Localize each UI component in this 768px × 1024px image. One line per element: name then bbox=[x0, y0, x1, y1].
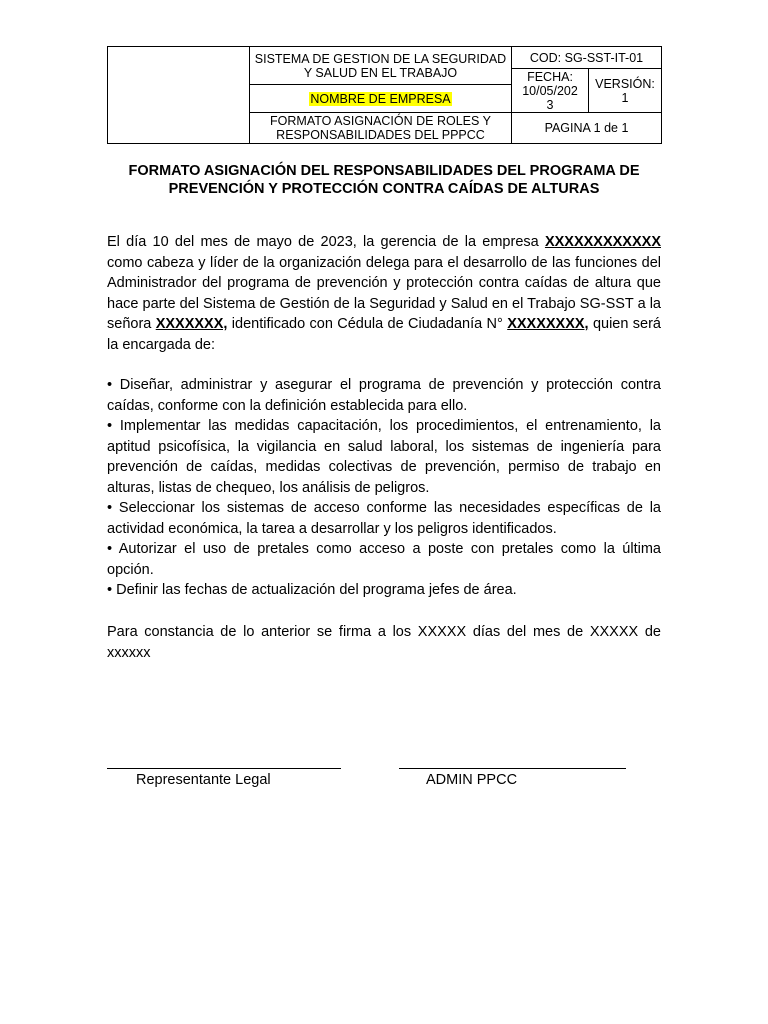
intro-text-1: El día 10 del mes de mayo de 2023, la gerencia de la empresa bbox=[107, 234, 545, 250]
version-value: 1 bbox=[621, 90, 629, 105]
list-item: • Definir las fechas de actualización del programa jefes de área. bbox=[107, 582, 517, 598]
logo-cell bbox=[108, 47, 250, 144]
page-number: PAGINA 1 de 1 bbox=[512, 113, 662, 144]
format-name: FORMATO ASIGNACIÓN DE ROLES Y RESPONSABILIDADES DEL PPPCC bbox=[250, 113, 512, 144]
version-label: VERSIÓN: bbox=[595, 76, 655, 91]
id-placeholder: XXXXXXXX, bbox=[507, 316, 589, 332]
list-item: • Diseñar, administrar y asegurar el programa de prevención y protección contra caídas, conforme con la definición establecida para ello. bbox=[107, 377, 661, 414]
version-cell bbox=[589, 69, 662, 113]
date-cell bbox=[512, 69, 589, 113]
name-placeholder: XXXXXXX, bbox=[155, 316, 228, 332]
intro-paragraph bbox=[107, 232, 661, 355]
date-value: 10/05/2023 bbox=[522, 83, 578, 112]
intro-text-2: como cabeza y líder de la organización delega para el desarrollo de las funciones del Administrador del programa de prevención y protección contra caídas de altura que hace parte del Sistema de Gestión de la Seguridad y Salud en el Trabajo SG-SST a la señora bbox=[107, 254, 661, 332]
responsibilities-list bbox=[107, 375, 661, 601]
date-label: FECHA: bbox=[527, 69, 573, 84]
list-item: • Autorizar el uso de pretales como acceso a poste con pretales como la última opción. bbox=[107, 541, 661, 578]
closing-paragraph: Para constancia de lo anterior se firma a los XXXXX días del mes de XXXXX de xxxxxx bbox=[107, 624, 661, 661]
company-name-cell bbox=[250, 85, 512, 113]
list-item: • Seleccionar los sistemas de acceso conforme las necesidades específicas de la actividad económica, la tarea a desarrollar y los peligros identificados. bbox=[107, 500, 661, 537]
system-title: SISTEMA DE GESTION DE LA SEGURIDAD Y SALUD EN EL TRABAJO bbox=[250, 47, 512, 85]
signature-line-right bbox=[399, 768, 626, 769]
document-code: COD: SG-SST-IT-01 bbox=[512, 47, 662, 69]
document-header-table bbox=[107, 46, 662, 144]
document-title: FORMATO ASIGNACIÓN DEL RESPONSABILIDADES DEL PROGRAMA DE PREVENCIÓN Y PROTECCIÓN CONTRA CAÍDAS DE ALTURAS bbox=[128, 163, 640, 197]
signature-label-legal-rep: Representante Legal bbox=[136, 772, 271, 788]
company-placeholder: XXXXXXXXXXXX bbox=[544, 234, 661, 250]
company-name: NOMBRE DE EMPRESA bbox=[310, 91, 451, 106]
intro-text-4: quien será la encargada de: bbox=[107, 316, 661, 353]
intro-text-3: identificado con Cédula de Ciudadanía N° bbox=[227, 316, 508, 332]
signature-line-left bbox=[107, 768, 341, 769]
signature-label-admin: ADMIN PPCC bbox=[426, 772, 518, 788]
list-item: • Implementar las medidas capacitación, los procedimientos, el entrenamiento, la aptitud psicofísica, la vigilancia en salud laboral, los sistemas de ingeniería para prevención de caídas, medidas colectivas de prevención, permiso de trabajo en alturas, listas de chequeo, los análisis de peligros. bbox=[107, 418, 661, 496]
